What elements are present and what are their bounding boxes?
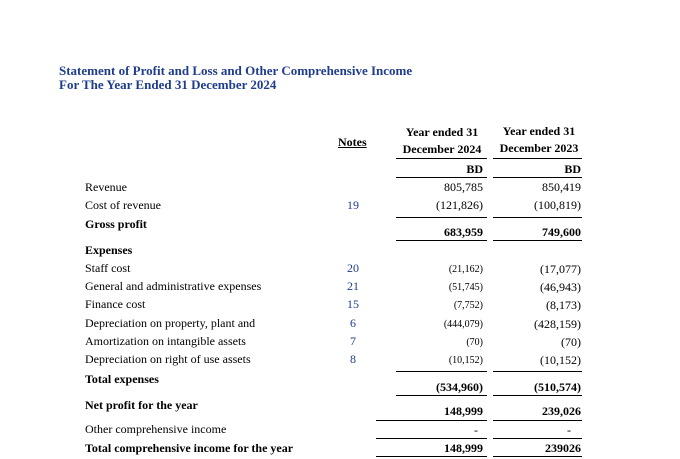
value-2024-total-expenses: (534,960)	[436, 380, 483, 394]
row-label-total-expenses: Total expenses	[85, 372, 159, 386]
value-2024-other-comprehensive-income: -	[474, 423, 478, 437]
currency-2024: BD	[466, 162, 483, 176]
row-label-amortization: Amortization on intangible assets	[85, 334, 246, 348]
value-2023-other-comprehensive-income: -	[567, 423, 571, 437]
currency-underline-2024	[396, 177, 487, 178]
gross-profit-topline-2023	[493, 217, 582, 218]
note-depreciation-ppe: 6	[350, 316, 356, 330]
value-2023-general-admin: (46,943)	[540, 280, 581, 294]
note-cost-of-revenue: 19	[347, 198, 359, 212]
row-label-total-comprehensive-income: Total comprehensive income for the year	[85, 441, 294, 455]
value-2024-amortization: (70)	[466, 337, 483, 348]
row-label-other-comprehensive-income: Other comprehensive income	[85, 422, 227, 436]
oci-underline-2024	[376, 438, 487, 439]
row-label-expenses: Expenses	[85, 243, 133, 257]
row-label-depreciation-rou: Depreciation on right of use assets	[85, 352, 251, 366]
currency-underline-2023	[493, 177, 582, 178]
note-general-admin: 21	[347, 279, 359, 293]
value-2024-finance-cost: (7,752)	[453, 300, 483, 311]
year-2024-header-line1: Year ended 31	[405, 125, 479, 139]
value-2024-staff-cost: (21,162)	[448, 264, 483, 275]
value-2024-cost-of-revenue: (121,826)	[436, 198, 483, 212]
note-finance-cost: 15	[347, 297, 359, 311]
year-2023-header-line2: December 2023	[499, 141, 579, 155]
row-label-finance-cost: Finance cost	[85, 297, 146, 311]
note-staff-cost: 20	[347, 261, 359, 275]
total-expenses-topline-2024	[396, 371, 487, 372]
value-2023-net-profit: 239,026	[542, 404, 581, 418]
value-2023-total-expenses: (510,574)	[534, 380, 581, 394]
statement-title: Statement of Profit and Loss and Other Comprehensive Income	[59, 63, 413, 78]
value-2023-amortization: (70)	[561, 335, 581, 349]
gross-profit-topline-2024	[396, 217, 487, 218]
value-2023-cost-of-revenue: (100,819)	[534, 198, 581, 212]
value-2024-general-admin: (51,745)	[448, 282, 483, 293]
oci-underline-2023	[493, 438, 582, 439]
row-label-cost-of-revenue: Cost of revenue	[85, 198, 161, 212]
header-underline-2023	[493, 158, 582, 159]
value-2024-depreciation-ppe: (444,079)	[443, 319, 483, 330]
net-profit-underline-2024	[376, 420, 487, 421]
value-2023-depreciation-rou: (10,152)	[540, 353, 581, 367]
row-label-revenue: Revenue	[85, 180, 127, 194]
tci-underline-2024	[376, 456, 487, 457]
net-profit-underline-2023	[493, 420, 582, 421]
year-2024-header-line2: December 2024	[402, 142, 482, 156]
tci-underline-2023	[493, 456, 582, 457]
row-label-staff-cost: Staff cost	[85, 261, 131, 275]
total-expenses-underline-2024	[396, 395, 487, 396]
currency-2023: BD	[564, 162, 581, 176]
value-2024-net-profit: 148,999	[444, 404, 483, 418]
value-2023-revenue: 850,419	[542, 180, 581, 194]
value-2023-finance-cost: (8,173)	[546, 298, 581, 312]
row-label-gross-profit: Gross profit	[85, 217, 147, 231]
gross-profit-underline-2023	[493, 240, 582, 241]
total-expenses-topline-2023	[493, 371, 582, 372]
value-2023-depreciation-ppe: (428,159)	[534, 317, 581, 331]
gross-profit-underline-2024	[396, 240, 487, 241]
value-2024-total-comprehensive-income: 148,999	[444, 441, 483, 455]
row-label-depreciation-ppe: Depreciation on property, plant and	[85, 316, 256, 330]
year-2023-header-line1: Year ended 31	[502, 124, 576, 138]
note-depreciation-rou: 8	[350, 352, 356, 366]
value-2024-gross-profit: 683,959	[444, 225, 483, 239]
value-2023-total-comprehensive-income: 239026	[545, 441, 581, 455]
value-2023-staff-cost: (17,077)	[540, 262, 581, 276]
value-2023-gross-profit: 749,600	[542, 225, 581, 239]
total-expenses-underline-2023	[493, 395, 582, 396]
note-amortization: 7	[350, 334, 356, 348]
row-label-net-profit: Net profit for the year	[85, 398, 198, 412]
header-underline-2024	[396, 158, 487, 159]
notes-header: Notes	[338, 135, 367, 149]
row-label-general-admin: General and administrative expenses	[85, 279, 262, 293]
value-2024-depreciation-rou: (10,152)	[448, 355, 483, 366]
value-2024-revenue: 805,785	[444, 180, 483, 194]
statement-period: For The Year Ended 31 December 2024	[59, 77, 277, 92]
